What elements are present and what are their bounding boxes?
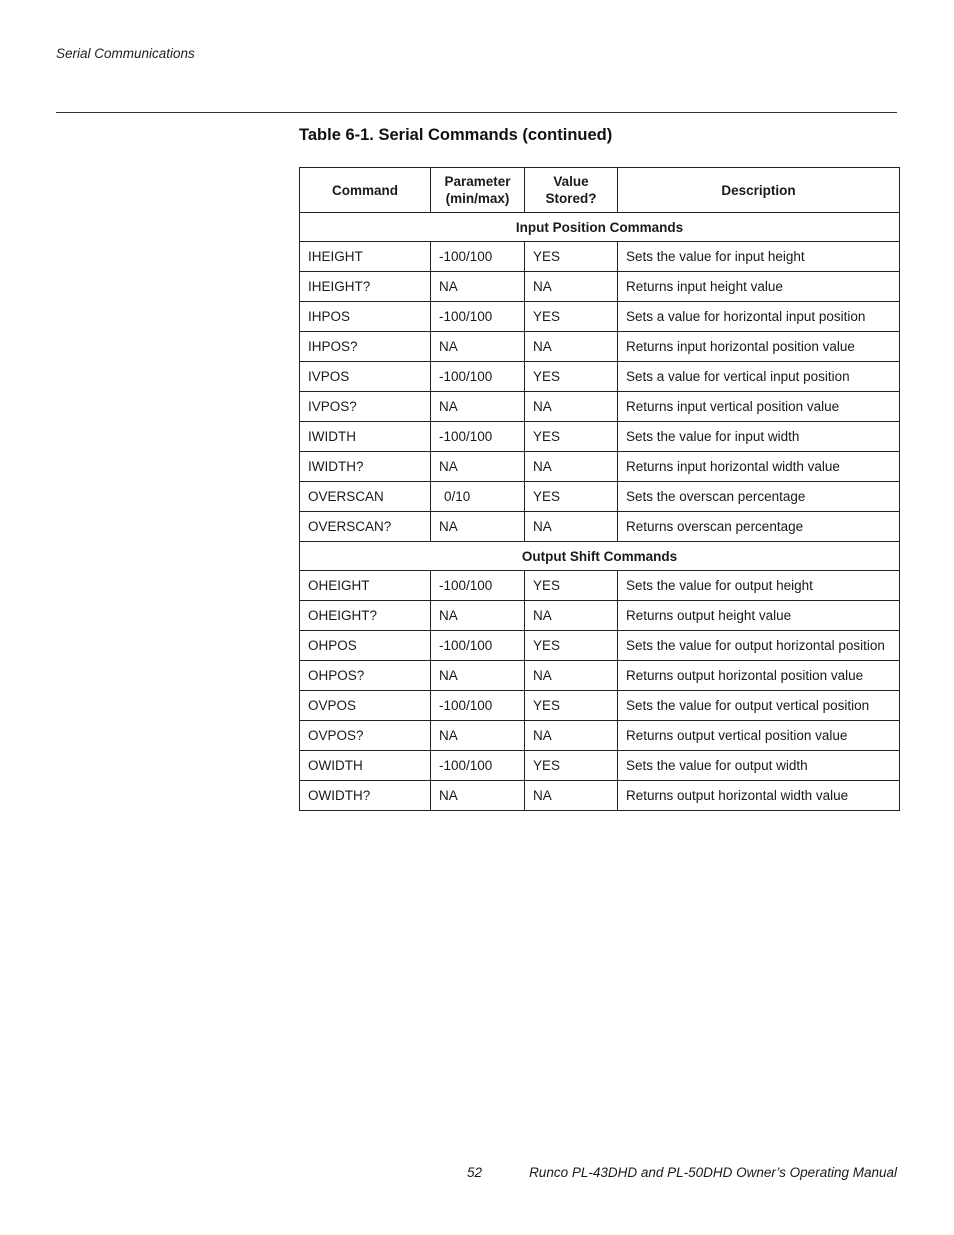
table-row: [300, 272, 900, 302]
value-stored-cell: NA: [525, 661, 618, 691]
description-cell: Returns output height value: [618, 601, 900, 631]
parameter-cell: NA: [431, 332, 525, 362]
description-cell: Returns output horizontal width value: [618, 781, 900, 811]
table-row: [300, 482, 900, 512]
table-row: [300, 302, 900, 332]
parameter-cell: NA: [431, 781, 525, 811]
column-header-command: Command: [300, 168, 431, 213]
description-cell: Returns overscan percentage: [618, 512, 900, 542]
column-header-value-stored: Value Stored?: [525, 168, 618, 213]
section-title: Input Position Commands: [300, 213, 900, 242]
table-row: [300, 661, 900, 691]
value-stored-cell: YES: [525, 631, 618, 661]
table-row: [300, 781, 900, 811]
table-row: [300, 721, 900, 751]
description-cell: Sets the value for output height: [618, 571, 900, 601]
section-header-row: [300, 542, 900, 571]
parameter-cell: NA: [431, 452, 525, 482]
section-title: Output Shift Commands: [300, 542, 900, 571]
table-row: [300, 691, 900, 721]
command-cell: OVERSCAN: [300, 482, 431, 512]
description-cell: Sets the value for input width: [618, 422, 900, 452]
command-cell: OHPOS: [300, 631, 431, 661]
description-cell: Sets a value for vertical input position: [618, 362, 900, 392]
command-cell: OHPOS?: [300, 661, 431, 691]
manual-title: Runco PL-43DHD and PL-50DHD Owner’s Operating Manual: [529, 1165, 897, 1180]
table-row: [300, 631, 900, 661]
value-stored-cell: YES: [525, 751, 618, 781]
serial-commands-table: [299, 167, 900, 811]
value-stored-cell: YES: [525, 362, 618, 392]
parameter-cell: NA: [431, 661, 525, 691]
value-stored-cell: YES: [525, 422, 618, 452]
command-cell: IVPOS?: [300, 392, 431, 422]
command-cell: OWIDTH: [300, 751, 431, 781]
header-divider: [56, 112, 897, 113]
table-row: [300, 452, 900, 482]
parameter-cell: NA: [431, 512, 525, 542]
description-cell: Sets the value for output width: [618, 751, 900, 781]
parameter-cell: -100/100: [431, 362, 525, 392]
table-row: [300, 362, 900, 392]
command-cell: IWIDTH?: [300, 452, 431, 482]
value-stored-cell: NA: [525, 781, 618, 811]
page-number: 52: [467, 1165, 483, 1180]
command-cell: IHPOS: [300, 302, 431, 332]
description-cell: Sets the value for output vertical position: [618, 691, 900, 721]
command-cell: OHEIGHT?: [300, 601, 431, 631]
parameter-cell: NA: [431, 721, 525, 751]
description-cell: Returns output horizontal position value: [618, 661, 900, 691]
parameter-cell: NA: [431, 392, 525, 422]
value-stored-cell: YES: [525, 482, 618, 512]
parameter-cell: 0/10: [431, 482, 525, 512]
value-stored-cell: NA: [525, 452, 618, 482]
table-row: [300, 332, 900, 362]
column-header-parameter: Parameter (min/max): [431, 168, 525, 213]
parameter-cell: -100/100: [431, 302, 525, 332]
table-row: [300, 422, 900, 452]
table-row: [300, 571, 900, 601]
column-header-description: Description: [618, 168, 900, 213]
description-cell: Sets the overscan percentage: [618, 482, 900, 512]
table-title: Table 6-1. Serial Commands (continued): [299, 126, 613, 144]
command-cell: OHEIGHT: [300, 571, 431, 601]
table-row: [300, 601, 900, 631]
description-cell: Sets the value for input height: [618, 242, 900, 272]
description-cell: Returns input horizontal position value: [618, 332, 900, 362]
description-cell: Sets a value for horizontal input position: [618, 302, 900, 332]
command-cell: IWIDTH: [300, 422, 431, 452]
description-cell: Returns input height value: [618, 272, 900, 302]
command-cell: OWIDTH?: [300, 781, 431, 811]
value-stored-cell: NA: [525, 512, 618, 542]
description-cell: Returns input vertical position value: [618, 392, 900, 422]
description-cell: Returns output vertical position value: [618, 721, 900, 751]
value-stored-cell: NA: [525, 332, 618, 362]
table-row: [300, 242, 900, 272]
table-row: [300, 392, 900, 422]
value-stored-cell: NA: [525, 721, 618, 751]
parameter-cell: -100/100: [431, 691, 525, 721]
command-cell: OVERSCAN?: [300, 512, 431, 542]
running-header: Serial Communications: [56, 46, 195, 61]
value-stored-cell: YES: [525, 571, 618, 601]
value-stored-cell: YES: [525, 242, 618, 272]
value-stored-cell: YES: [525, 691, 618, 721]
description-cell: Returns input horizontal width value: [618, 452, 900, 482]
table-row: [300, 751, 900, 781]
value-stored-cell: NA: [525, 601, 618, 631]
command-cell: IHEIGHT?: [300, 272, 431, 302]
section-header-row: [300, 213, 900, 242]
value-stored-cell: NA: [525, 272, 618, 302]
parameter-cell: -100/100: [431, 631, 525, 661]
command-cell: OVPOS: [300, 691, 431, 721]
command-cell: OVPOS?: [300, 721, 431, 751]
parameter-cell: -100/100: [431, 242, 525, 272]
command-cell: IVPOS: [300, 362, 431, 392]
command-cell: IHPOS?: [300, 332, 431, 362]
parameter-cell: NA: [431, 601, 525, 631]
parameter-cell: NA: [431, 272, 525, 302]
value-stored-cell: YES: [525, 302, 618, 332]
command-cell: IHEIGHT: [300, 242, 431, 272]
parameter-cell: -100/100: [431, 422, 525, 452]
table-header-row: [300, 168, 900, 213]
parameter-cell: -100/100: [431, 571, 525, 601]
table-row: [300, 512, 900, 542]
description-cell: Sets the value for output horizontal position: [618, 631, 900, 661]
value-stored-cell: NA: [525, 392, 618, 422]
parameter-cell: -100/100: [431, 751, 525, 781]
